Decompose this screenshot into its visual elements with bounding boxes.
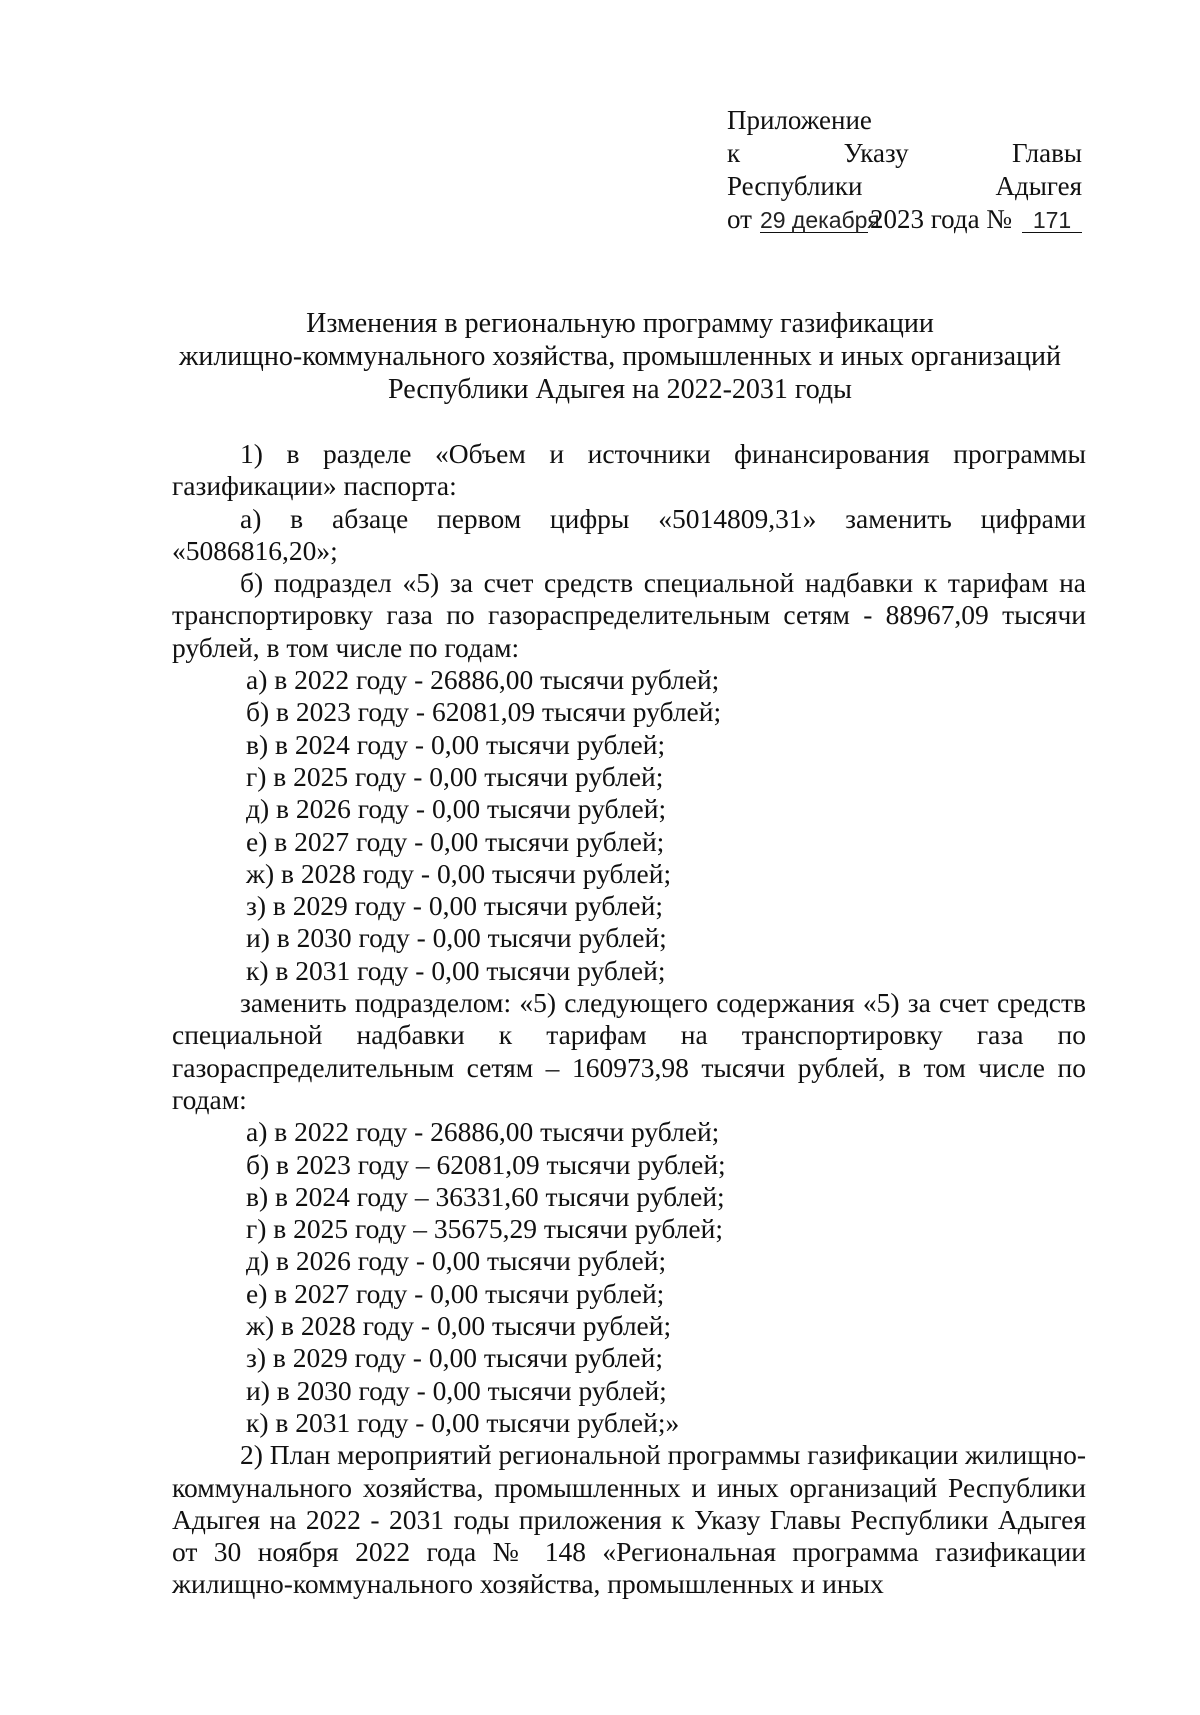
paragraph-3: б) подраздел «5) за счет средств специальной надбавки к тарифам на транспортировку газа по газораспределительным сетям - 88967,09 тысячи рублей, в том числе по годам:: [172, 567, 1086, 663]
list-item: д) в 2026 году - 0,00 тысячи рублей;: [246, 1245, 667, 1277]
paragraph-5: 2) План мероприятий региональной программы газификации жилищно-коммунального хозяйства, промышленных и иных организаций Республики Адыгея на 2022 - 2031 годы приложения к Указу Главы Республики Адыгея от 30 ноября 2022 года № 148 «Региональная программа газификации жилищно-коммунального хозяйства, промышленных и иных: [172, 1439, 1086, 1600]
decree-ref-ukaz: Указу: [843, 138, 909, 168]
title-line-2: жилищно-коммунального хозяйства, промышленных и иных организаций: [178, 341, 1062, 372]
republic-name: Адыгея: [995, 171, 1082, 201]
list-item: в) в 2024 году - 0,00 тысячи рублей;: [246, 728, 666, 760]
list-item: д) в 2026 году - 0,00 тысячи рублей;: [246, 793, 667, 825]
old-funding-list: [172, 664, 1086, 987]
list-item: б) в 2023 году – 62081,09 тысячи рублей;: [246, 1148, 726, 1180]
list-item: а) в 2022 году - 26886,00 тысячи рублей;: [246, 1116, 720, 1148]
republic-line: [727, 170, 1082, 203]
decree-ref-k: к: [727, 138, 741, 168]
list-item: ж) в 2028 году - 0,00 тысячи рублей;: [246, 857, 672, 889]
list-item: е) в 2027 году - 0,00 тысячи рублей;: [246, 825, 665, 857]
paragraph-2: а) в абзаце первом цифры «5014809,31» заменить цифрами «5086816,20»;: [172, 502, 1086, 566]
list-item: и) в 2030 году - 0,00 тысячи рублей;: [246, 1374, 667, 1406]
list-item: к) в 2031 году - 0,00 тысячи рублей;»: [246, 1406, 680, 1438]
decree-ref-glavy: Главы: [1012, 138, 1082, 168]
list-item: а) в 2022 году - 26886,00 тысячи рублей;: [246, 664, 720, 696]
decree-number-field: 171: [1022, 208, 1082, 233]
republic-word: Республики: [727, 171, 863, 201]
appendix-header: [727, 104, 1082, 236]
decree-day-field: 29 декабря: [759, 207, 880, 233]
title-line-3: Республики Адыгея на 2022-2031 годы: [388, 374, 852, 405]
paragraph-1: 1) в разделе «Объем и источники финансирования программы газификации» паспорта:: [172, 438, 1086, 502]
new-funding-list: [172, 1116, 1086, 1439]
list-item: в) в 2024 году – 36331,60 тысячи рублей;: [246, 1180, 725, 1212]
date-prefix: от: [727, 204, 752, 234]
paragraph-4: заменить подразделом: «5) следующего содержания «5) за счет средств специальной надбавки к тарифам на транспортировку газа по газораспределительным сетям – 160973,98 тысячи рублей, в том числе по годам:: [172, 987, 1086, 1115]
list-item: г) в 2025 году – 35675,29 тысячи рублей;: [246, 1213, 723, 1245]
list-item: з) в 2029 году - 0,00 тысячи рублей;: [246, 1342, 663, 1374]
decree-date-line: [727, 203, 1082, 236]
title-line-1: Изменения в региональную программу газификации: [306, 308, 934, 339]
list-item: к) в 2031 году - 0,00 тысячи рублей;: [246, 954, 666, 986]
list-item: ж) в 2028 году - 0,00 тысячи рублей;: [246, 1310, 672, 1342]
document-title: [150, 307, 1090, 406]
list-item: е) в 2027 году - 0,00 тысячи рублей;: [246, 1277, 665, 1309]
list-item: г) в 2025 году - 0,00 тысячи рублей;: [246, 760, 664, 792]
list-item: б) в 2023 году - 62081,09 тысячи рублей;: [246, 696, 722, 728]
list-item: и) в 2030 году - 0,00 тысячи рублей;: [246, 922, 667, 954]
decree-reference-line: [727, 137, 1082, 170]
appendix-label: Приложение: [727, 105, 872, 135]
document-body: [172, 438, 1086, 1601]
decree-year: 2023 года №: [869, 204, 1013, 234]
list-item: з) в 2029 году - 0,00 тысячи рублей;: [246, 890, 663, 922]
